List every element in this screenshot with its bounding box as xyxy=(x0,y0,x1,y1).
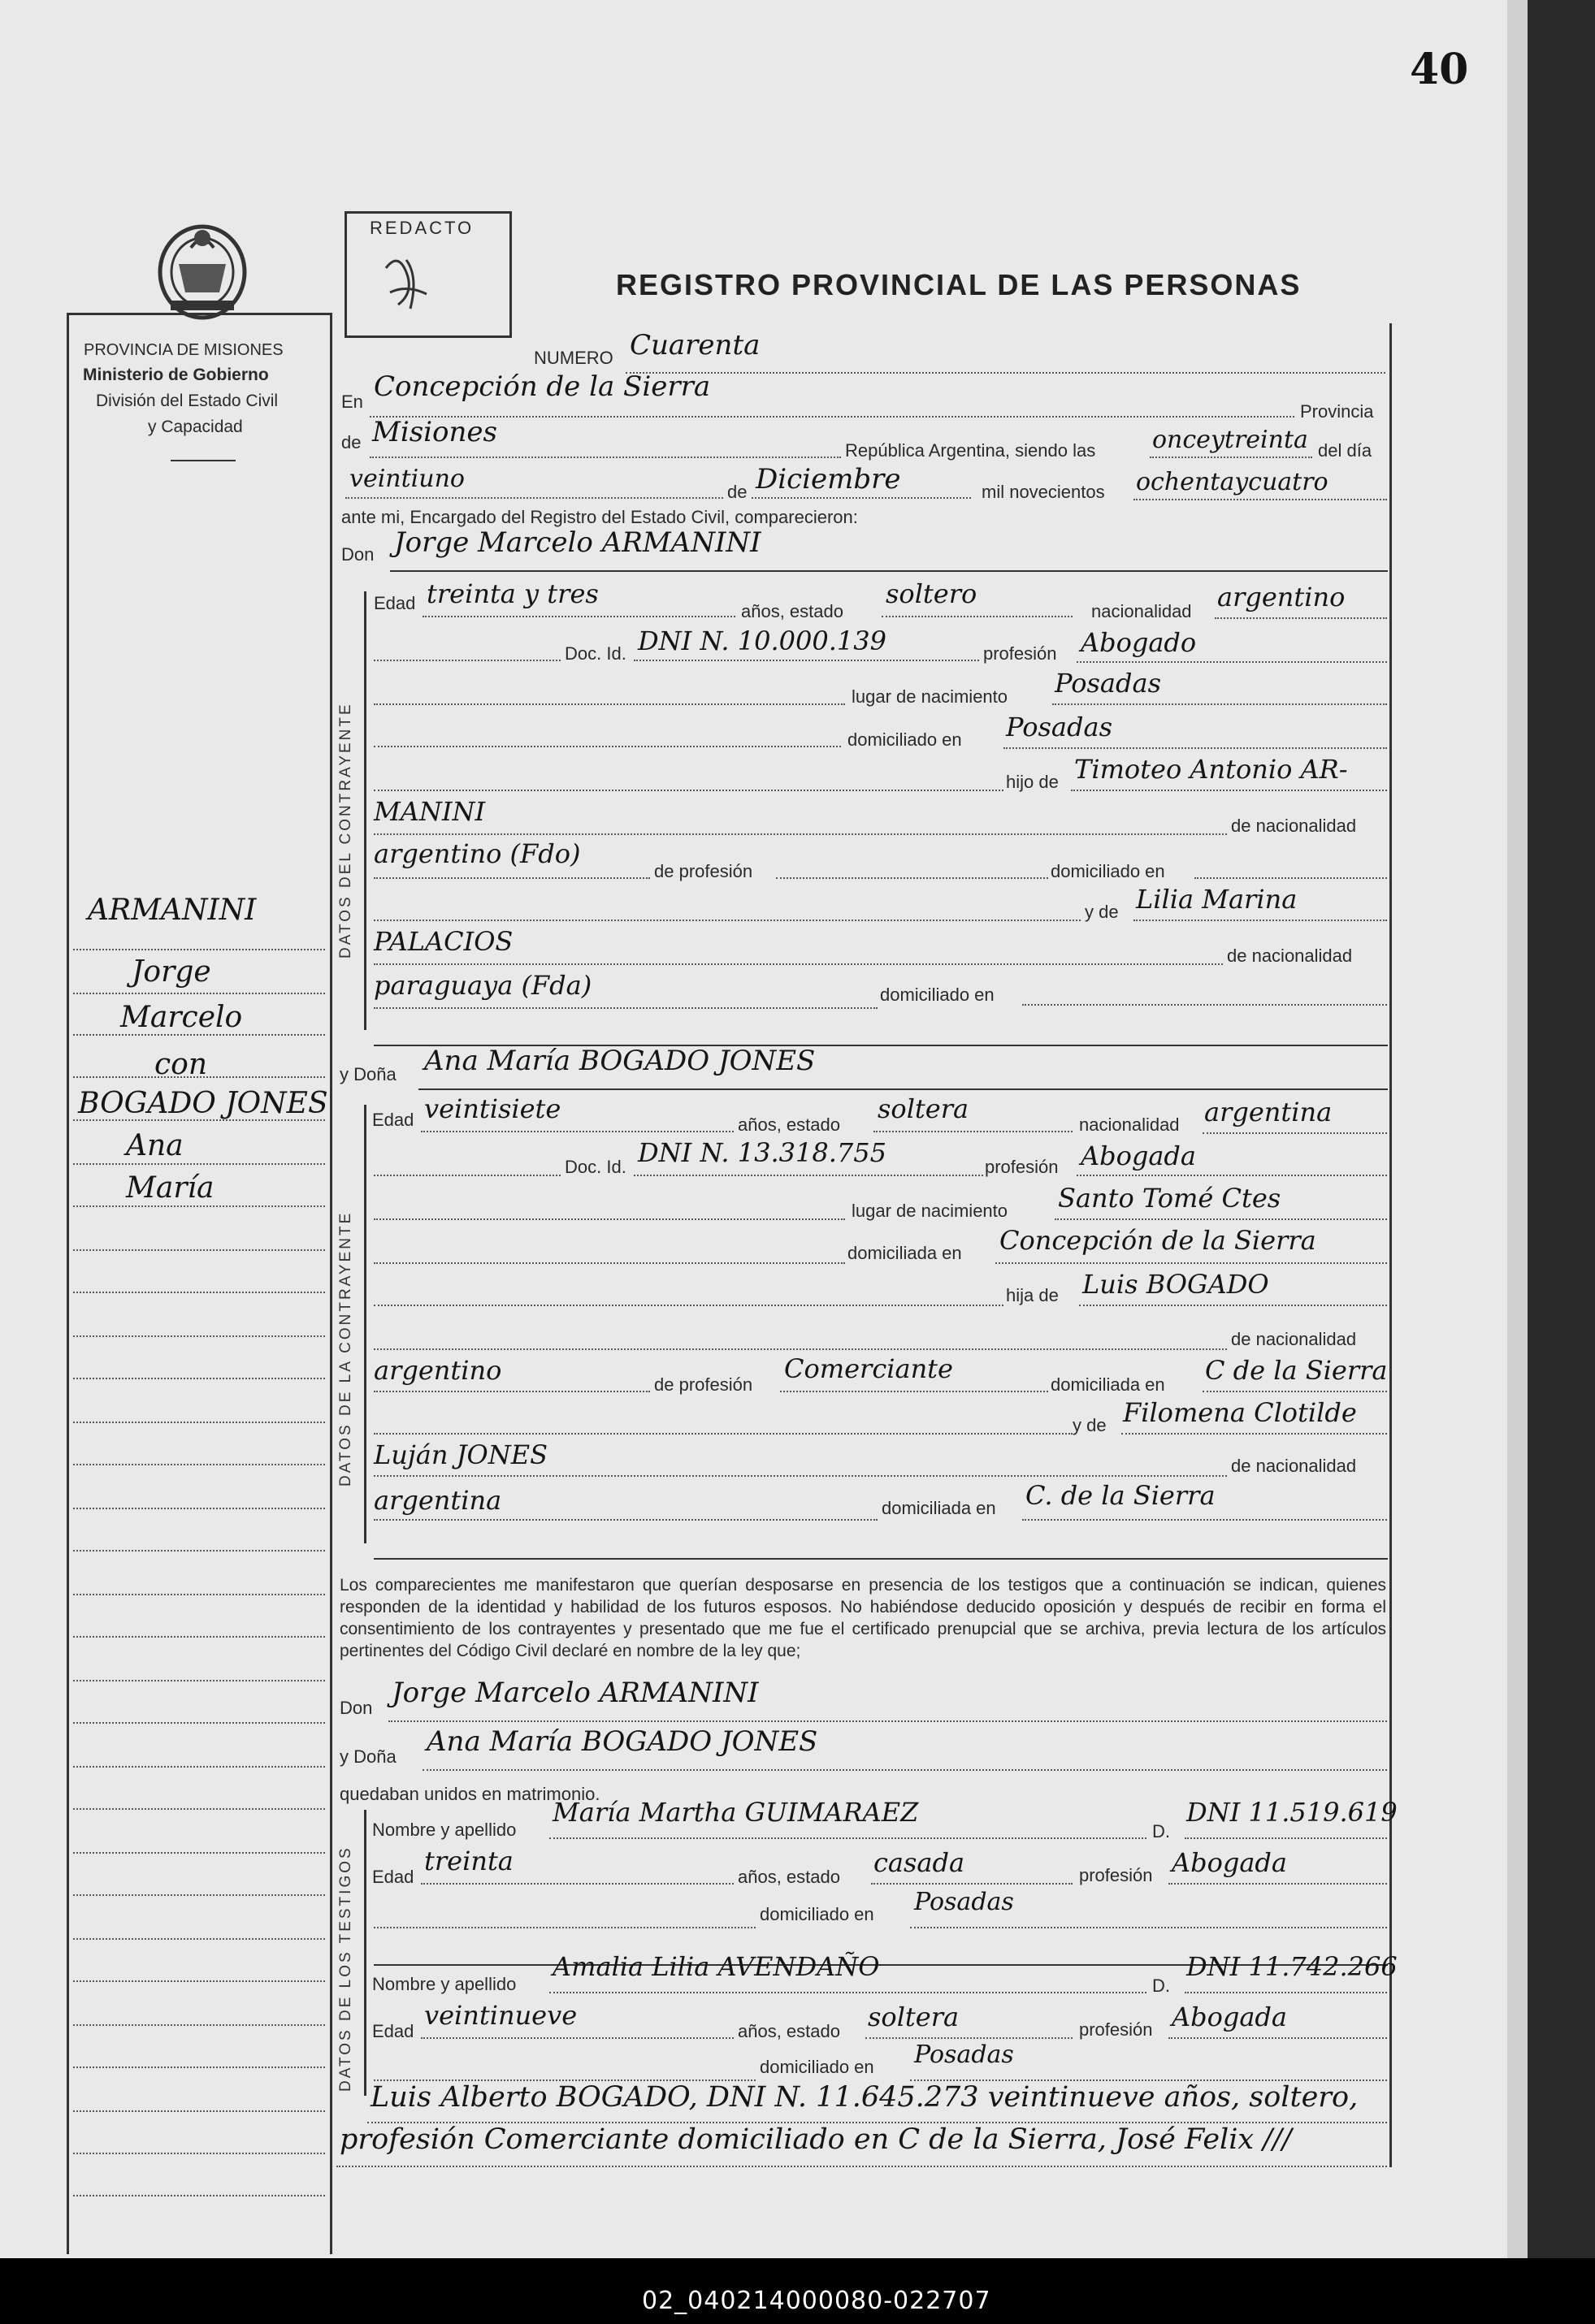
groom-dom-label: domiciliado en xyxy=(847,729,962,750)
groom-father-nat-label: de nacionalidad xyxy=(1231,816,1357,836)
witness2-estado: soltera xyxy=(868,2002,960,2032)
office-ministry: Ministerio de Gobierno xyxy=(83,366,269,384)
witness2-doc: DNI 11.742.266 xyxy=(1186,1951,1398,1982)
bride-mother-dom-label: domiciliada en xyxy=(882,1498,996,1518)
groom-mother-b: PALACIOS xyxy=(374,926,514,957)
bride-father-prof-label: de profesión xyxy=(654,1374,753,1395)
groom-father-b: MANINI xyxy=(374,796,486,827)
line xyxy=(374,1519,878,1521)
margin-note-surname: ARMANINI xyxy=(88,894,257,927)
line xyxy=(374,660,561,661)
bride-mother-nat: argentina xyxy=(374,1485,502,1516)
image-id-label: 02_040214000080-022707 xyxy=(642,2287,991,2315)
groom-father-a: Timoteo Antonio AR- xyxy=(1074,754,1348,785)
additional-witness-line-1: Luis Alberto BOGADO, DNI N. 11.645.273 veintinueve años, soltero, xyxy=(371,2081,1359,2114)
line xyxy=(374,1927,756,1928)
line xyxy=(776,877,1048,879)
margin-note-given-1: Jorge xyxy=(132,955,211,989)
line xyxy=(421,1131,734,1132)
line xyxy=(1215,617,1387,619)
declaration-text: Los comparecientes me manifestaron que querían desposarse en presencia de los testigos que a continuación se indican, quienes responden de la identidad y habilidad de los futuros esposos. No habiéndose deducido oposición y después de recibir en forma el consentimiento de los contrayentes y presentado que me fue el certificado prenupcial que se archiva, previa lectura de los artículos pertinentes del Código Civil declaré en nombre de la ley que; xyxy=(340,1576,1386,1660)
witness1-name: María Martha GUIMARAEZ xyxy=(553,1797,919,1828)
groom-dom-value: Posadas xyxy=(1006,712,1112,742)
line xyxy=(882,616,1073,617)
groom-hijo-label: hijo de xyxy=(1006,772,1059,792)
union-don-label: Don xyxy=(340,1698,373,1718)
en-value: Concepción de la Sierra xyxy=(374,370,711,403)
quedaban-text: quedaban unidos en matrimonio. xyxy=(340,1784,600,1804)
office-division: División del Estado Civil xyxy=(96,392,279,410)
line xyxy=(374,1391,650,1392)
margin-note-given-2: Marcelo xyxy=(120,1001,243,1034)
groom-prof-label: profesión xyxy=(983,643,1057,664)
bride-mother-nat-label: de nacionalidad xyxy=(1231,1456,1357,1476)
bride-section-label: DATOS DE LA CONTRAYENTE xyxy=(337,1210,354,1487)
office-capacity: y Capacidad xyxy=(148,418,243,436)
page-title: REGISTRO PROVINCIAL DE LAS PERSONAS xyxy=(616,268,1302,301)
line xyxy=(873,1131,1073,1132)
margin-note-bride-surname: BOGADO JONES xyxy=(78,1087,328,1120)
de-label: de xyxy=(341,432,362,452)
de-value: Misiones xyxy=(372,416,497,448)
don-label: Don xyxy=(341,544,375,565)
groom-mother-nat: paraguaya (Fda) xyxy=(374,970,592,1001)
line xyxy=(374,1007,878,1009)
line xyxy=(374,1433,1073,1435)
en-label: En xyxy=(341,392,363,412)
left-frame xyxy=(67,313,69,2254)
bride-doc-value: DNI N. 13.318.755 xyxy=(638,1137,886,1168)
bride-mother-label: y de xyxy=(1073,1415,1107,1435)
groom-mother-a: Lilia Marina xyxy=(1136,884,1298,915)
witness2-name: Amalia Lilia AVENDAÑO xyxy=(553,1951,880,1982)
provincial-seal-icon xyxy=(154,215,250,322)
witness1-prof-label: profesión xyxy=(1079,1865,1153,1885)
line xyxy=(423,616,735,617)
line xyxy=(388,1720,1387,1722)
page-number: 40 xyxy=(1410,45,1469,94)
bride-dom-value: Concepción de la Sierra xyxy=(999,1225,1316,1256)
line xyxy=(634,1175,983,1176)
witness2-prof: Abogada xyxy=(1172,2002,1287,2032)
line xyxy=(374,963,1223,965)
witness1-edad-label: Edad xyxy=(372,1867,414,1887)
redacto-label: REDACTO xyxy=(370,218,475,238)
bride-father-prof: Comerciante xyxy=(784,1353,953,1384)
book-spine xyxy=(1528,0,1595,2258)
union-bride: Ana María BOGADO JONES xyxy=(427,1725,818,1758)
groom-estado-label: años, estado xyxy=(741,601,843,621)
line xyxy=(418,1088,1388,1090)
hora-value: onceytreinta xyxy=(1152,426,1308,454)
line xyxy=(370,416,1294,418)
bride-mother-dom: C. de la Sierra xyxy=(1025,1480,1216,1511)
dona-label: y Doña xyxy=(340,1064,397,1084)
line xyxy=(345,497,723,499)
line xyxy=(549,1837,1146,1839)
line xyxy=(421,1883,734,1885)
line xyxy=(1052,703,1387,705)
groom-edad-label: Edad xyxy=(374,593,416,613)
line xyxy=(1055,1218,1387,1220)
witness2-edad-label: Edad xyxy=(372,2021,414,2041)
line xyxy=(374,1218,845,1220)
bride-mother-a: Filomena Clotilde xyxy=(1123,1397,1357,1428)
bride-father-nat: argentino xyxy=(374,1355,502,1386)
line xyxy=(780,1391,1048,1392)
right-frame xyxy=(1389,323,1392,2167)
witness1-prof: Abogada xyxy=(1172,1847,1287,1878)
groom-mother-nat-label: de nacionalidad xyxy=(1227,946,1353,966)
line xyxy=(370,457,841,458)
groom-lugar-label: lugar de nacimiento xyxy=(852,686,1008,707)
bride-father-dom-label: domiciliada en xyxy=(1051,1374,1165,1395)
bride-estado-value: soltera xyxy=(878,1093,969,1124)
line xyxy=(1003,747,1387,749)
margin-note-bride-given-1: Ana xyxy=(126,1129,184,1162)
groom-bracket xyxy=(364,591,366,1030)
witness1-d-label: D. xyxy=(1152,1821,1170,1841)
bride-edad-label: Edad xyxy=(372,1110,414,1130)
union-dona-label: y Doña xyxy=(340,1746,397,1767)
bride-nac-label: nacionalidad xyxy=(1079,1114,1180,1135)
provincia-label: Provincia xyxy=(1300,401,1374,422)
line xyxy=(374,920,1081,921)
line xyxy=(423,1769,1387,1771)
line xyxy=(549,1992,1146,1993)
line xyxy=(752,497,971,499)
witness1-dom: Posadas xyxy=(914,1888,1014,1916)
line xyxy=(390,570,1388,572)
bride-prof-value: Abogada xyxy=(1081,1140,1196,1171)
line xyxy=(374,1558,1388,1560)
anio-value: ochentaycuatro xyxy=(1136,468,1328,496)
bride-father-nat-label: de nacionalidad xyxy=(1231,1329,1357,1349)
groom-nac-label: nacionalidad xyxy=(1091,601,1192,621)
groom-section-label: DATOS DEL CONTRAYENTE xyxy=(337,702,354,959)
line xyxy=(1071,790,1387,791)
line xyxy=(374,833,1227,835)
witness-bracket xyxy=(364,1810,366,2096)
margin-frame xyxy=(330,313,332,2254)
bride-hija-label: hija de xyxy=(1006,1285,1059,1305)
groom-father-nat: argentino (Fdo) xyxy=(374,838,581,869)
line xyxy=(1133,499,1387,500)
groom-edad-value: treinta y tres xyxy=(427,578,599,609)
line xyxy=(374,877,650,879)
margin-note-bride-given-2: María xyxy=(126,1171,215,1205)
witness1-estado-label: años, estado xyxy=(738,1867,840,1887)
mil-label: mil novecientos xyxy=(982,482,1105,502)
line xyxy=(374,1305,1003,1306)
line xyxy=(421,2037,734,2039)
office-province: PROVINCIA DE MISIONES xyxy=(84,341,284,359)
witness2-dom: Posadas xyxy=(914,2041,1014,2069)
line xyxy=(374,746,841,747)
bride-estado-label: años, estado xyxy=(738,1114,840,1135)
line xyxy=(1022,1519,1387,1521)
bride-mother-b: Luján JONES xyxy=(374,1439,548,1470)
line xyxy=(1203,1391,1387,1392)
groom-father-prof-label: de profesión xyxy=(654,861,753,881)
de-mes-label: de xyxy=(727,482,748,502)
witness2-name-label: Nombre y apellido xyxy=(372,1974,517,1994)
additional-witness-line-2: profesión Comerciante domiciliado en C de la Sierra, José Felix /// xyxy=(340,2123,1292,2156)
bride-doc-label: Doc. Id. xyxy=(565,1157,626,1177)
line xyxy=(1203,1132,1387,1134)
line xyxy=(1185,1837,1387,1839)
bride-father-dom: C de la Sierra xyxy=(1205,1355,1388,1386)
line xyxy=(374,703,845,705)
margin-note-con: con xyxy=(154,1048,208,1081)
line xyxy=(865,2037,1073,2039)
groom-father-dom-label: domiciliado en xyxy=(1051,861,1165,881)
bride-dom-label: domiciliada en xyxy=(847,1243,962,1263)
groom-name: Jorge Marcelo ARMANINI xyxy=(394,526,761,559)
divider xyxy=(171,460,236,461)
bride-lugar-value: Santo Tomé Ctes xyxy=(1058,1183,1281,1214)
del-dia-label: del día xyxy=(1318,440,1372,461)
line xyxy=(1077,661,1387,663)
groom-lugar-value: Posadas xyxy=(1055,668,1161,699)
witness2-edad: veintinueve xyxy=(424,2000,578,2031)
line xyxy=(1121,1433,1387,1435)
line xyxy=(1077,1175,1387,1176)
groom-nac-value: argentino xyxy=(1217,582,1346,612)
republica-label: República Argentina, siendo las xyxy=(845,440,1096,461)
bride-father-a: Luis BOGADO xyxy=(1082,1269,1269,1300)
bride-nac-value: argentina xyxy=(1204,1097,1333,1127)
line xyxy=(374,790,1003,791)
line xyxy=(910,1927,1387,1928)
line xyxy=(995,1262,1387,1264)
line xyxy=(634,660,979,661)
line xyxy=(1079,1305,1387,1306)
numero-value: Cuarenta xyxy=(630,329,761,361)
line xyxy=(1133,920,1387,921)
groom-doc-value: DNI N. 10.000.139 xyxy=(638,625,886,656)
groom-mother-label: y de xyxy=(1085,902,1119,922)
bride-bracket xyxy=(364,1105,366,1543)
numero-label: NUMERO xyxy=(534,348,613,368)
line xyxy=(871,1883,1073,1885)
ante-mi-text: ante mi, Encargado del Registro del Estado Civil, comparecieron: xyxy=(341,507,858,527)
witness2-estado-label: años, estado xyxy=(738,2021,840,2041)
witness1-name-label: Nombre y apellido xyxy=(372,1820,517,1840)
line xyxy=(374,1348,1227,1350)
groom-doc-label: Doc. Id. xyxy=(565,643,626,664)
witness1-edad: treinta xyxy=(424,1846,514,1876)
line xyxy=(374,1175,561,1176)
line xyxy=(1168,2037,1387,2039)
groom-estado-value: soltero xyxy=(886,578,977,609)
line xyxy=(374,1475,1227,1477)
bride-prof-label: profesión xyxy=(985,1157,1059,1177)
mes-value: Diciembre xyxy=(756,463,901,496)
line xyxy=(336,2166,1387,2167)
witness-section-label: DATOS DE LOS TESTIGOS xyxy=(337,1846,354,2092)
line xyxy=(1022,1004,1387,1006)
line xyxy=(1185,1992,1387,1993)
bride-edad-value: veintisiete xyxy=(424,1093,561,1124)
witness1-doc: DNI 11.519.619 xyxy=(1186,1797,1398,1828)
frame-top xyxy=(67,313,332,315)
groom-mother-dom-label: domiciliado en xyxy=(880,985,995,1005)
witness2-prof-label: profesión xyxy=(1079,2019,1153,2040)
witness1-dom-label: domiciliado en xyxy=(760,1904,874,1924)
line xyxy=(626,372,1385,374)
union-groom: Jorge Marcelo ARMANINI xyxy=(392,1677,759,1709)
signature-initials-icon xyxy=(374,244,439,317)
witness2-d-label: D. xyxy=(1152,1976,1170,1996)
groom-prof-value: Abogado xyxy=(1081,627,1197,658)
line xyxy=(1194,877,1387,879)
witness2-dom-label: domiciliado en xyxy=(760,2057,874,2077)
dia-value: veintiuno xyxy=(349,465,465,493)
bride-lugar-label: lugar de nacimiento xyxy=(852,1201,1008,1221)
line xyxy=(374,1262,845,1264)
page-edge xyxy=(1507,0,1528,2258)
line xyxy=(1168,1883,1387,1885)
witness1-estado: casada xyxy=(873,1847,965,1878)
line xyxy=(1150,457,1312,458)
bride-name: Ana María BOGADO JONES xyxy=(424,1045,816,1077)
